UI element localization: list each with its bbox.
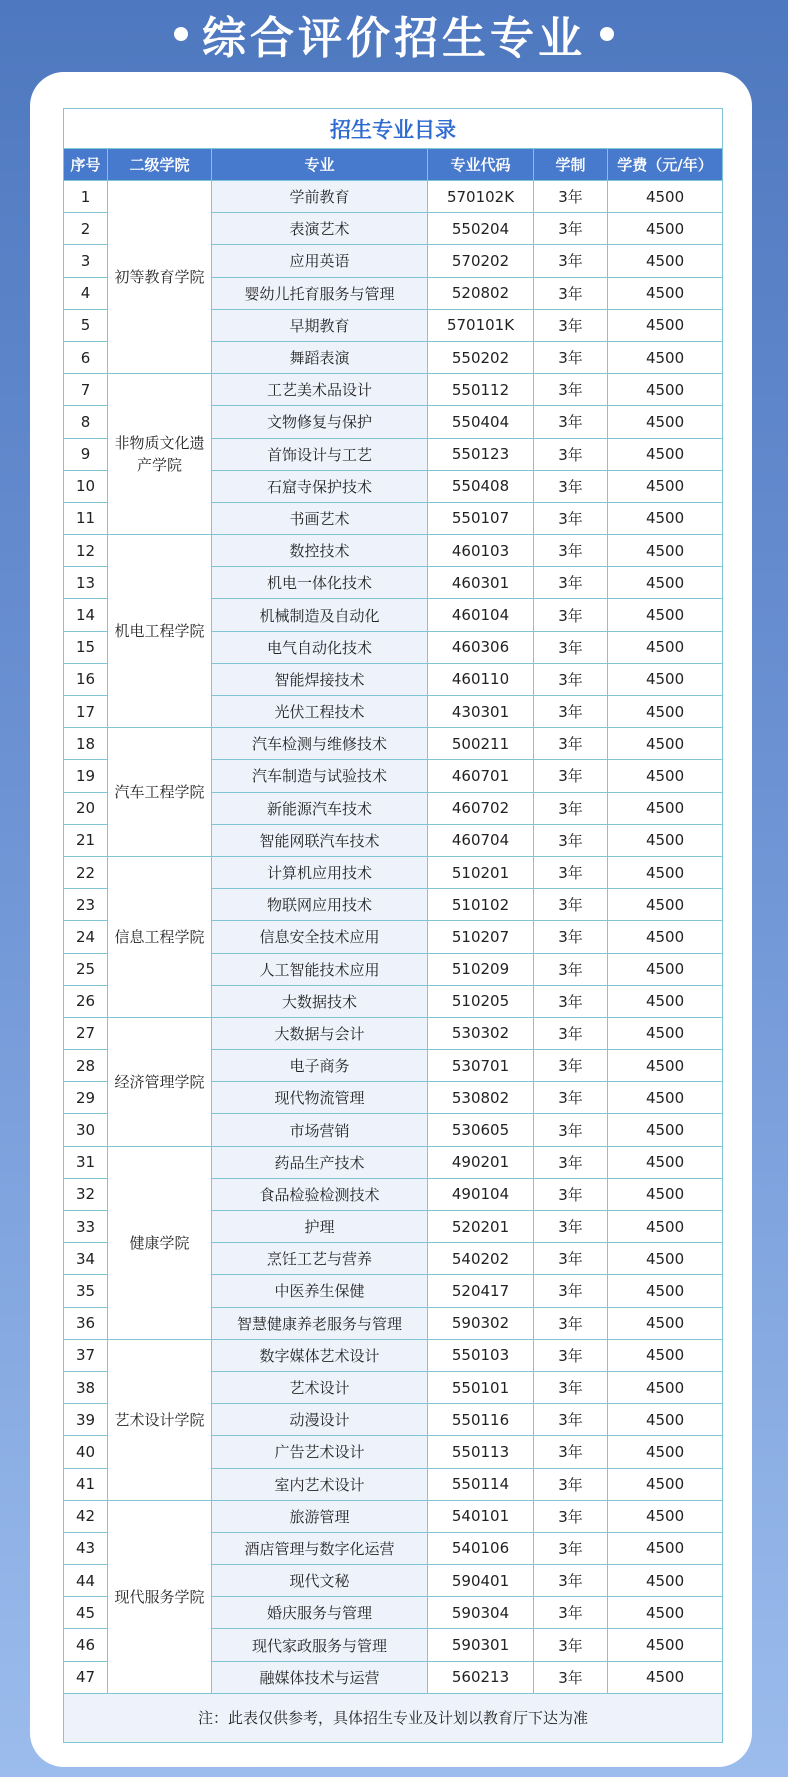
tuition-cell: 4500 xyxy=(608,921,723,953)
major-cell: 计算机应用技术 xyxy=(212,856,428,888)
major-cell: 数字媒体艺术设计 xyxy=(212,1339,428,1371)
duration-cell: 3年 xyxy=(534,728,608,760)
code-cell: 540202 xyxy=(428,1243,534,1275)
duration-cell: 3年 xyxy=(534,470,608,502)
major-cell: 中医养生保健 xyxy=(212,1275,428,1307)
tuition-cell: 4500 xyxy=(608,663,723,695)
major-cell: 舞蹈表演 xyxy=(212,341,428,373)
major-cell: 人工智能技术应用 xyxy=(212,953,428,985)
major-cell: 智能网联汽车技术 xyxy=(212,824,428,856)
header-college: 二级学院 xyxy=(108,149,212,181)
row-index: 9 xyxy=(64,438,108,470)
major-cell: 现代家政服务与管理 xyxy=(212,1629,428,1661)
code-cell: 460701 xyxy=(428,760,534,792)
row-index: 8 xyxy=(64,406,108,438)
tuition-cell: 4500 xyxy=(608,567,723,599)
row-index: 35 xyxy=(64,1275,108,1307)
table-row xyxy=(64,856,723,888)
major-cell: 现代物流管理 xyxy=(212,1082,428,1114)
major-cell: 工艺美术品设计 xyxy=(212,374,428,406)
major-cell: 信息安全技术应用 xyxy=(212,921,428,953)
row-index: 41 xyxy=(64,1468,108,1500)
row-index: 28 xyxy=(64,1050,108,1082)
row-index: 1 xyxy=(64,181,108,213)
duration-cell: 3年 xyxy=(534,1114,608,1146)
catalog-table xyxy=(63,108,723,1743)
row-index: 46 xyxy=(64,1629,108,1661)
duration-cell: 3年 xyxy=(534,953,608,985)
tuition-cell: 4500 xyxy=(608,889,723,921)
code-cell: 590301 xyxy=(428,1629,534,1661)
code-cell: 550107 xyxy=(428,502,534,534)
major-cell: 数控技术 xyxy=(212,535,428,567)
duration-cell: 3年 xyxy=(534,1243,608,1275)
row-index: 27 xyxy=(64,1017,108,1049)
tuition-cell: 4500 xyxy=(608,213,723,245)
tuition-cell: 4500 xyxy=(608,1500,723,1532)
major-cell: 汽车检测与维修技术 xyxy=(212,728,428,760)
code-cell: 460110 xyxy=(428,663,534,695)
duration-cell: 3年 xyxy=(534,889,608,921)
row-index: 43 xyxy=(64,1532,108,1564)
duration-cell: 3年 xyxy=(534,631,608,663)
row-index: 17 xyxy=(64,696,108,728)
row-index: 16 xyxy=(64,663,108,695)
duration-cell: 3年 xyxy=(534,181,608,213)
tuition-cell: 4500 xyxy=(608,470,723,502)
tuition-cell: 4500 xyxy=(608,1339,723,1371)
header-duration: 学制 xyxy=(534,149,608,181)
major-cell: 旅游管理 xyxy=(212,1500,428,1532)
code-cell: 540101 xyxy=(428,1500,534,1532)
code-cell: 530302 xyxy=(428,1017,534,1049)
code-cell: 550116 xyxy=(428,1404,534,1436)
duration-cell: 3年 xyxy=(534,760,608,792)
major-cell: 婴幼儿托育服务与管理 xyxy=(212,277,428,309)
code-cell: 550408 xyxy=(428,470,534,502)
code-cell: 590401 xyxy=(428,1565,534,1597)
duration-cell: 3年 xyxy=(534,1532,608,1564)
code-cell: 550101 xyxy=(428,1371,534,1403)
tuition-cell: 4500 xyxy=(608,341,723,373)
major-cell: 早期教育 xyxy=(212,309,428,341)
row-index: 34 xyxy=(64,1243,108,1275)
row-index: 15 xyxy=(64,631,108,663)
row-index: 22 xyxy=(64,856,108,888)
tuition-cell: 4500 xyxy=(608,1114,723,1146)
table-note: 注：此表仅供参考，具体招生专业及计划以教育厅下达为准 xyxy=(64,1693,723,1742)
table-title-row xyxy=(64,109,723,149)
table-row xyxy=(64,1500,723,1532)
duration-cell: 3年 xyxy=(534,1146,608,1178)
row-index: 47 xyxy=(64,1661,108,1693)
table-row xyxy=(64,1339,723,1371)
duration-cell: 3年 xyxy=(534,502,608,534)
row-index: 7 xyxy=(64,374,108,406)
code-cell: 550113 xyxy=(428,1436,534,1468)
tuition-cell: 4500 xyxy=(608,1597,723,1629)
row-index: 4 xyxy=(64,277,108,309)
banner-title: 综合评价招生专业 xyxy=(202,13,586,64)
college-cell: 非物质文化遗产学院 xyxy=(108,374,212,535)
row-index: 18 xyxy=(64,728,108,760)
college-cell: 信息工程学院 xyxy=(108,856,212,1017)
row-index: 33 xyxy=(64,1211,108,1243)
duration-cell: 3年 xyxy=(534,406,608,438)
row-index: 14 xyxy=(64,599,108,631)
major-cell: 室内艺术设计 xyxy=(212,1468,428,1500)
table-row xyxy=(64,1017,723,1049)
duration-cell: 3年 xyxy=(534,535,608,567)
code-cell: 520802 xyxy=(428,277,534,309)
tuition-cell: 4500 xyxy=(608,181,723,213)
duration-cell: 3年 xyxy=(534,1178,608,1210)
duration-cell: 3年 xyxy=(534,1371,608,1403)
major-cell: 市场营销 xyxy=(212,1114,428,1146)
code-cell: 510207 xyxy=(428,921,534,953)
row-index: 37 xyxy=(64,1339,108,1371)
row-index: 42 xyxy=(64,1500,108,1532)
college-cell: 汽车工程学院 xyxy=(108,728,212,857)
duration-cell: 3年 xyxy=(534,1275,608,1307)
row-index: 39 xyxy=(64,1404,108,1436)
major-cell: 动漫设计 xyxy=(212,1404,428,1436)
tuition-cell: 4500 xyxy=(608,1532,723,1564)
tuition-cell: 4500 xyxy=(608,1404,723,1436)
tuition-cell: 4500 xyxy=(608,1050,723,1082)
code-cell: 460306 xyxy=(428,631,534,663)
table-row xyxy=(64,1146,723,1178)
code-cell: 590302 xyxy=(428,1307,534,1339)
code-cell: 510102 xyxy=(428,889,534,921)
header-index: 序号 xyxy=(64,149,108,181)
table-row xyxy=(64,728,723,760)
code-cell: 500211 xyxy=(428,728,534,760)
row-index: 2 xyxy=(64,213,108,245)
tuition-cell: 4500 xyxy=(608,696,723,728)
table-title: 招生专业目录 xyxy=(64,109,723,149)
duration-cell: 3年 xyxy=(534,1597,608,1629)
code-cell: 590304 xyxy=(428,1597,534,1629)
code-cell: 520201 xyxy=(428,1211,534,1243)
code-cell: 550123 xyxy=(428,438,534,470)
duration-cell: 3年 xyxy=(534,341,608,373)
duration-cell: 3年 xyxy=(534,1565,608,1597)
duration-cell: 3年 xyxy=(534,824,608,856)
major-cell: 广告艺术设计 xyxy=(212,1436,428,1468)
row-index: 32 xyxy=(64,1178,108,1210)
tuition-cell: 4500 xyxy=(608,953,723,985)
code-cell: 570202 xyxy=(428,245,534,277)
header-code: 专业代码 xyxy=(428,149,534,181)
major-cell: 机械制造及自动化 xyxy=(212,599,428,631)
row-index: 5 xyxy=(64,309,108,341)
table-row xyxy=(64,535,723,567)
row-index: 11 xyxy=(64,502,108,534)
bullet-dot-icon xyxy=(600,27,614,41)
college-cell: 健康学院 xyxy=(108,1146,212,1339)
major-cell: 新能源汽车技术 xyxy=(212,792,428,824)
code-cell: 490201 xyxy=(428,1146,534,1178)
code-cell: 530605 xyxy=(428,1114,534,1146)
tuition-cell: 4500 xyxy=(608,1243,723,1275)
row-index: 29 xyxy=(64,1082,108,1114)
tuition-cell: 4500 xyxy=(608,1017,723,1049)
major-cell: 融媒体技术与运营 xyxy=(212,1661,428,1693)
row-index: 25 xyxy=(64,953,108,985)
duration-cell: 3年 xyxy=(534,1017,608,1049)
page-banner xyxy=(0,0,788,68)
code-cell: 430301 xyxy=(428,696,534,728)
tuition-cell: 4500 xyxy=(608,406,723,438)
header-major: 专业 xyxy=(212,149,428,181)
college-cell: 艺术设计学院 xyxy=(108,1339,212,1500)
major-cell: 应用英语 xyxy=(212,245,428,277)
table-body xyxy=(64,181,723,1694)
row-index: 31 xyxy=(64,1146,108,1178)
tuition-cell: 4500 xyxy=(608,728,723,760)
tuition-cell: 4500 xyxy=(608,309,723,341)
duration-cell: 3年 xyxy=(534,374,608,406)
row-index: 44 xyxy=(64,1565,108,1597)
tuition-cell: 4500 xyxy=(608,1371,723,1403)
duration-cell: 3年 xyxy=(534,921,608,953)
major-cell: 酒店管理与数字化运营 xyxy=(212,1532,428,1564)
content-card xyxy=(30,72,752,1767)
major-cell: 机电一体化技术 xyxy=(212,567,428,599)
code-cell: 460104 xyxy=(428,599,534,631)
catalog-table-wrap xyxy=(63,108,722,1743)
row-index: 10 xyxy=(64,470,108,502)
code-cell: 460704 xyxy=(428,824,534,856)
duration-cell: 3年 xyxy=(534,792,608,824)
tuition-cell: 4500 xyxy=(608,277,723,309)
code-cell: 510209 xyxy=(428,953,534,985)
row-index: 38 xyxy=(64,1371,108,1403)
tuition-cell: 4500 xyxy=(608,760,723,792)
tuition-cell: 4500 xyxy=(608,1275,723,1307)
table-row xyxy=(64,374,723,406)
row-index: 6 xyxy=(64,341,108,373)
tuition-cell: 4500 xyxy=(608,374,723,406)
major-cell: 大数据技术 xyxy=(212,985,428,1017)
major-cell: 电子商务 xyxy=(212,1050,428,1082)
major-cell: 护理 xyxy=(212,1211,428,1243)
table-note-row xyxy=(64,1693,723,1742)
tuition-cell: 4500 xyxy=(608,631,723,663)
tuition-cell: 4500 xyxy=(608,856,723,888)
code-cell: 550103 xyxy=(428,1339,534,1371)
major-cell: 表演艺术 xyxy=(212,213,428,245)
duration-cell: 3年 xyxy=(534,1500,608,1532)
duration-cell: 3年 xyxy=(534,245,608,277)
tuition-cell: 4500 xyxy=(608,1082,723,1114)
code-cell: 520417 xyxy=(428,1275,534,1307)
duration-cell: 3年 xyxy=(534,1082,608,1114)
duration-cell: 3年 xyxy=(534,856,608,888)
tuition-cell: 4500 xyxy=(608,792,723,824)
bullet-dot-icon xyxy=(174,27,188,41)
duration-cell: 3年 xyxy=(534,438,608,470)
tuition-cell: 4500 xyxy=(608,502,723,534)
tuition-cell: 4500 xyxy=(608,985,723,1017)
row-index: 12 xyxy=(64,535,108,567)
duration-cell: 3年 xyxy=(534,1050,608,1082)
major-cell: 物联网应用技术 xyxy=(212,889,428,921)
code-cell: 570101K xyxy=(428,309,534,341)
tuition-cell: 4500 xyxy=(608,535,723,567)
tuition-cell: 4500 xyxy=(608,1468,723,1500)
header-tuition: 学费（元/年） xyxy=(608,149,723,181)
major-cell: 汽车制造与试验技术 xyxy=(212,760,428,792)
major-cell: 首饰设计与工艺 xyxy=(212,438,428,470)
code-cell: 530802 xyxy=(428,1082,534,1114)
code-cell: 460702 xyxy=(428,792,534,824)
college-cell: 经济管理学院 xyxy=(108,1017,212,1146)
major-cell: 智慧健康养老服务与管理 xyxy=(212,1307,428,1339)
row-index: 3 xyxy=(64,245,108,277)
duration-cell: 3年 xyxy=(534,1339,608,1371)
tuition-cell: 4500 xyxy=(608,245,723,277)
code-cell: 550112 xyxy=(428,374,534,406)
row-index: 45 xyxy=(64,1597,108,1629)
code-cell: 490104 xyxy=(428,1178,534,1210)
tuition-cell: 4500 xyxy=(608,1436,723,1468)
duration-cell: 3年 xyxy=(534,1661,608,1693)
code-cell: 510201 xyxy=(428,856,534,888)
code-cell: 530701 xyxy=(428,1050,534,1082)
row-index: 36 xyxy=(64,1307,108,1339)
duration-cell: 3年 xyxy=(534,277,608,309)
major-cell: 学前教育 xyxy=(212,181,428,213)
duration-cell: 3年 xyxy=(534,599,608,631)
duration-cell: 3年 xyxy=(534,1468,608,1500)
duration-cell: 3年 xyxy=(534,213,608,245)
major-cell: 书画艺术 xyxy=(212,502,428,534)
duration-cell: 3年 xyxy=(534,663,608,695)
major-cell: 食品检验检测技术 xyxy=(212,1178,428,1210)
duration-cell: 3年 xyxy=(534,1307,608,1339)
tuition-cell: 4500 xyxy=(608,1565,723,1597)
college-cell: 初等教育学院 xyxy=(108,181,212,374)
tuition-cell: 4500 xyxy=(608,438,723,470)
tuition-cell: 4500 xyxy=(608,824,723,856)
tuition-cell: 4500 xyxy=(608,1178,723,1210)
row-index: 21 xyxy=(64,824,108,856)
row-index: 40 xyxy=(64,1436,108,1468)
duration-cell: 3年 xyxy=(534,1436,608,1468)
table-row xyxy=(64,181,723,213)
code-cell: 550202 xyxy=(428,341,534,373)
row-index: 19 xyxy=(64,760,108,792)
duration-cell: 3年 xyxy=(534,985,608,1017)
row-index: 30 xyxy=(64,1114,108,1146)
major-cell: 现代文秘 xyxy=(212,1565,428,1597)
duration-cell: 3年 xyxy=(534,1211,608,1243)
code-cell: 550204 xyxy=(428,213,534,245)
duration-cell: 3年 xyxy=(534,309,608,341)
tuition-cell: 4500 xyxy=(608,599,723,631)
code-cell: 510205 xyxy=(428,985,534,1017)
row-index: 24 xyxy=(64,921,108,953)
row-index: 26 xyxy=(64,985,108,1017)
code-cell: 550404 xyxy=(428,406,534,438)
duration-cell: 3年 xyxy=(534,1404,608,1436)
college-cell: 现代服务学院 xyxy=(108,1500,212,1693)
major-cell: 电气自动化技术 xyxy=(212,631,428,663)
row-index: 23 xyxy=(64,889,108,921)
major-cell: 光伏工程技术 xyxy=(212,696,428,728)
duration-cell: 3年 xyxy=(534,1629,608,1661)
code-cell: 550114 xyxy=(428,1468,534,1500)
code-cell: 460103 xyxy=(428,535,534,567)
code-cell: 460301 xyxy=(428,567,534,599)
tuition-cell: 4500 xyxy=(608,1629,723,1661)
major-cell: 药品生产技术 xyxy=(212,1146,428,1178)
duration-cell: 3年 xyxy=(534,567,608,599)
tuition-cell: 4500 xyxy=(608,1307,723,1339)
row-index: 13 xyxy=(64,567,108,599)
major-cell: 艺术设计 xyxy=(212,1371,428,1403)
major-cell: 智能焊接技术 xyxy=(212,663,428,695)
tuition-cell: 4500 xyxy=(608,1146,723,1178)
code-cell: 560213 xyxy=(428,1661,534,1693)
college-cell: 机电工程学院 xyxy=(108,535,212,728)
major-cell: 石窟寺保护技术 xyxy=(212,470,428,502)
table-header-row xyxy=(64,149,723,181)
major-cell: 文物修复与保护 xyxy=(212,406,428,438)
major-cell: 婚庆服务与管理 xyxy=(212,1597,428,1629)
major-cell: 大数据与会计 xyxy=(212,1017,428,1049)
code-cell: 540106 xyxy=(428,1532,534,1564)
row-index: 20 xyxy=(64,792,108,824)
tuition-cell: 4500 xyxy=(608,1661,723,1693)
duration-cell: 3年 xyxy=(534,696,608,728)
code-cell: 570102K xyxy=(428,181,534,213)
major-cell: 烹饪工艺与营养 xyxy=(212,1243,428,1275)
tuition-cell: 4500 xyxy=(608,1211,723,1243)
